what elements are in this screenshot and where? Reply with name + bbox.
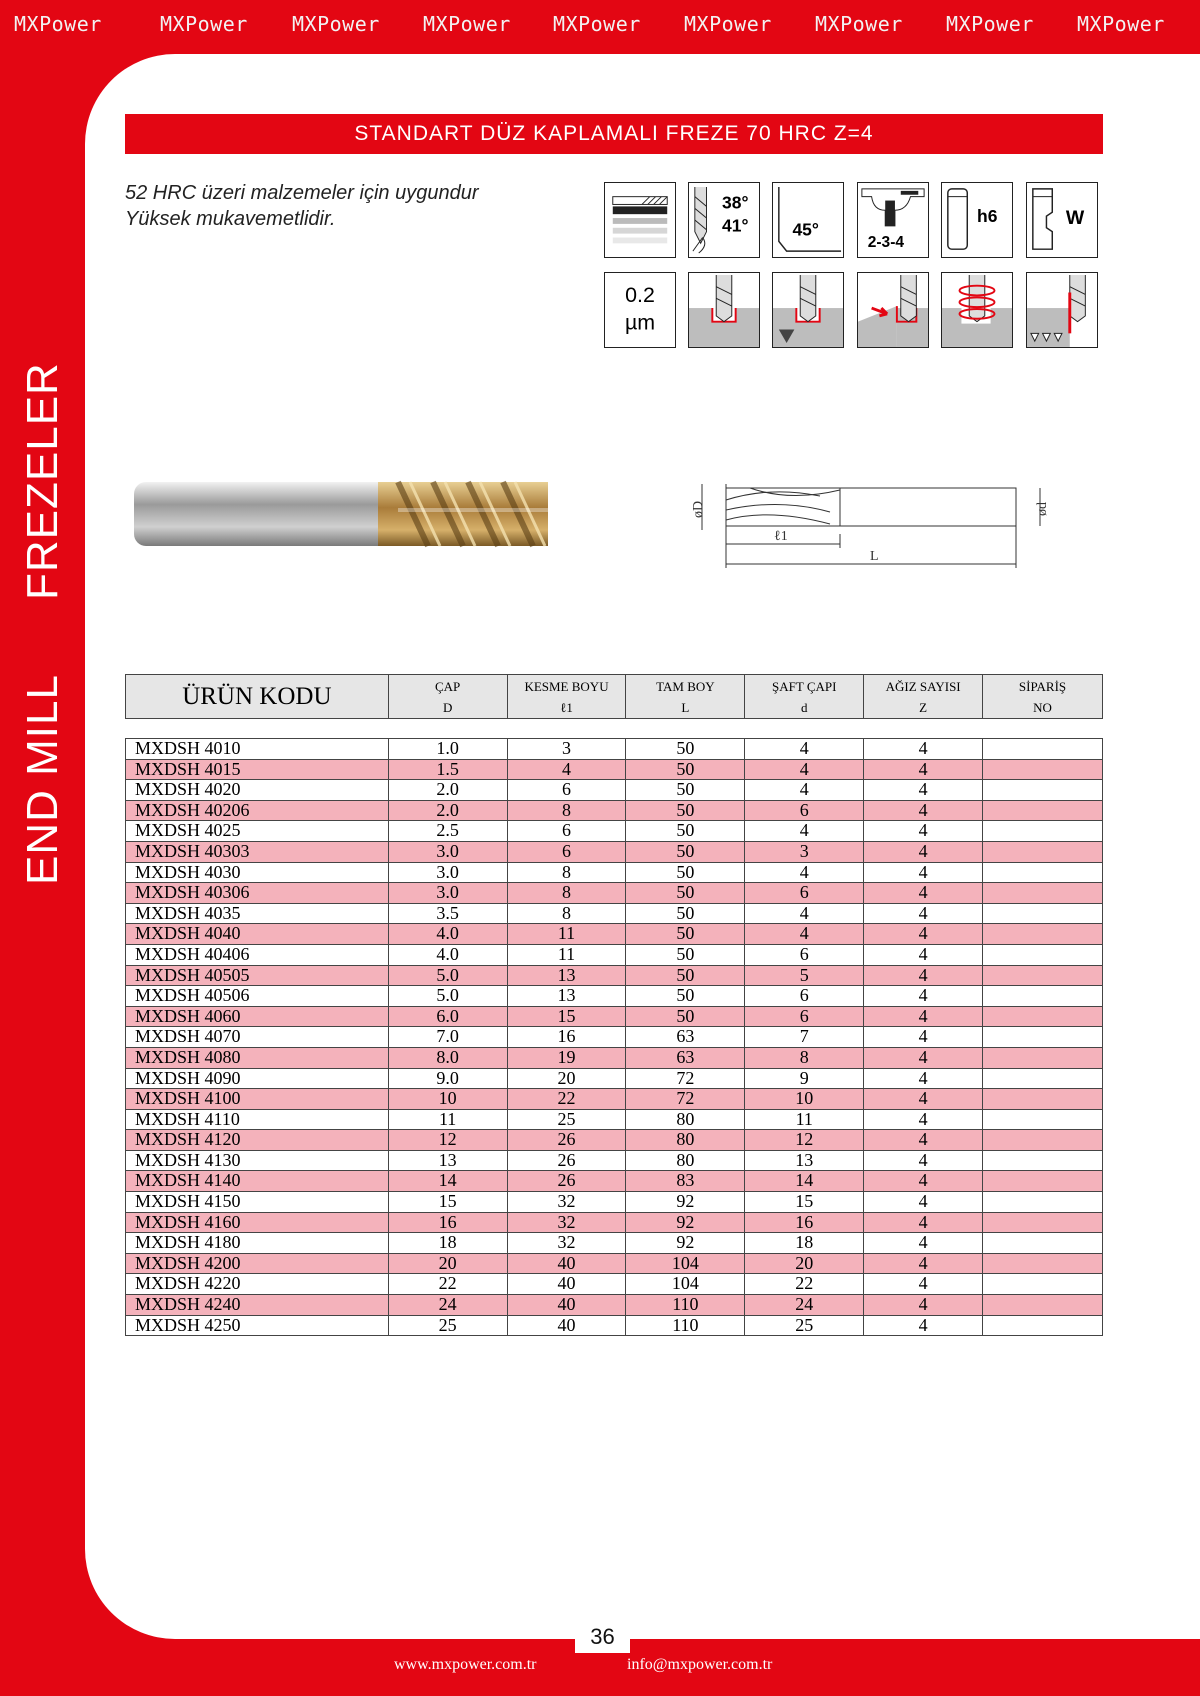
table-cell	[983, 1171, 1103, 1192]
header-diameter: ÇAP D	[388, 675, 507, 719]
table-cell: 4	[864, 903, 983, 924]
table-cell: 8	[507, 903, 626, 924]
table-cell	[983, 986, 1103, 1007]
table-cell: 40	[507, 1295, 626, 1316]
table-cell	[983, 1047, 1103, 1068]
table-cell: 110	[626, 1315, 745, 1336]
table-row	[126, 800, 1103, 821]
table-cell: 10	[745, 1089, 864, 1110]
weldon-shank-icon	[1026, 182, 1098, 258]
table-cell: 16	[507, 1027, 626, 1048]
table-cell: 18	[745, 1233, 864, 1254]
table-cell: 13	[745, 1150, 864, 1171]
table-cell: 50	[626, 841, 745, 862]
table-cell: 25	[388, 1315, 507, 1336]
table-cell: 4	[507, 759, 626, 780]
table-cell: MXDSH 4040	[126, 924, 389, 945]
banner-brand: MXPower	[553, 12, 641, 36]
table-row	[126, 924, 1103, 945]
table-cell: 32	[507, 1192, 626, 1213]
table-cell: 4	[864, 944, 983, 965]
table-cell: 50	[626, 883, 745, 904]
side-milling-icon	[1026, 272, 1098, 348]
table-cell: 6	[745, 986, 864, 1007]
page-number: 36	[575, 1619, 630, 1653]
table-cell: 5.0	[388, 965, 507, 986]
table-cell: 13	[388, 1150, 507, 1171]
table-cell: 24	[745, 1295, 864, 1316]
chamfer-milling-icon	[772, 272, 844, 348]
table-cell: 20	[745, 1253, 864, 1274]
technical-drawing	[690, 478, 1060, 588]
table-cell: 4	[745, 862, 864, 883]
table-cell	[983, 1295, 1103, 1316]
table-cell: MXDSH 4025	[126, 821, 389, 842]
helix-angle-icon	[688, 182, 760, 258]
banner-brand: MXPower	[160, 12, 248, 36]
table-cell: 4	[864, 1171, 983, 1192]
table-cell: MXDSH 4015	[126, 759, 389, 780]
table-cell: 3	[507, 739, 626, 760]
table-cell: 4	[864, 780, 983, 801]
table-cell: 14	[388, 1171, 507, 1192]
table-cell: 4	[864, 1150, 983, 1171]
banner-brand: MXPower	[423, 12, 511, 36]
table-cell: 24	[388, 1295, 507, 1316]
table-cell: 63	[626, 1047, 745, 1068]
table-cell: 11	[507, 944, 626, 965]
table-cell: 4	[864, 841, 983, 862]
table-cell: 4	[864, 800, 983, 821]
table-cell: 11	[388, 1109, 507, 1130]
table-cell: MXDSH 4030	[126, 862, 389, 883]
product-description	[125, 180, 478, 232]
table-cell: 4	[864, 739, 983, 760]
table-row	[126, 883, 1103, 904]
table-cell: 72	[626, 1089, 745, 1110]
table-cell: 4	[745, 759, 864, 780]
table-cell: 8	[507, 800, 626, 821]
table-row	[126, 759, 1103, 780]
table-cell	[983, 965, 1103, 986]
table-cell	[983, 1089, 1103, 1110]
table-cell: 8.0	[388, 1047, 507, 1068]
table-cell: 22	[507, 1089, 626, 1110]
table-cell: 9	[745, 1068, 864, 1089]
table-cell: MXDSH 4150	[126, 1192, 389, 1213]
table-cell: 50	[626, 821, 745, 842]
table-cell	[983, 944, 1103, 965]
table-cell: 4	[864, 1295, 983, 1316]
table-row	[126, 739, 1103, 760]
table-cell: MXDSH 4110	[126, 1109, 389, 1130]
table-cell: 16	[745, 1212, 864, 1233]
table-cell	[983, 1130, 1103, 1151]
table-cell: 4	[745, 903, 864, 924]
table-cell: 2.0	[388, 780, 507, 801]
table-cell: MXDSH 4240	[126, 1295, 389, 1316]
table-cell: 12	[388, 1130, 507, 1151]
table-cell: 4	[864, 1068, 983, 1089]
table-cell: MXDSH 4035	[126, 903, 389, 924]
table-cell: 4	[864, 1109, 983, 1130]
table-cell: MXDSH 4070	[126, 1027, 389, 1048]
table-cell: 1.5	[388, 759, 507, 780]
table-cell: 4	[745, 821, 864, 842]
header-flute-count: AĞIZ SAYISI Z	[864, 675, 983, 719]
table-cell: 8	[745, 1047, 864, 1068]
table-cell: 63	[626, 1027, 745, 1048]
table-cell: MXDSH 4140	[126, 1171, 389, 1192]
table-cell: MXDSH 4130	[126, 1150, 389, 1171]
table-cell: 32	[507, 1233, 626, 1254]
table-row	[126, 1253, 1103, 1274]
table-row	[126, 1068, 1103, 1089]
table-cell: 72	[626, 1068, 745, 1089]
table-cell: MXDSH 4120	[126, 1130, 389, 1151]
shank-tolerance-icon	[941, 182, 1013, 258]
table-cell: 50	[626, 1006, 745, 1027]
hardness-material-icon	[604, 182, 676, 258]
table-cell	[983, 883, 1103, 904]
table-cell: 92	[626, 1212, 745, 1233]
table-cell: 6	[745, 944, 864, 965]
surface-roughness-icon	[604, 272, 676, 348]
table-cell: 22	[388, 1274, 507, 1295]
table-cell: 14	[745, 1171, 864, 1192]
table-cell	[983, 1233, 1103, 1254]
table-cell: MXDSH 40506	[126, 986, 389, 1007]
table-cell: 10	[388, 1089, 507, 1110]
table-cell: 20	[507, 1068, 626, 1089]
table-cell: 5	[745, 965, 864, 986]
table-cell: MXDSH 4200	[126, 1253, 389, 1274]
table-cell: 50	[626, 862, 745, 883]
drawing-dia-label: øD	[691, 500, 706, 518]
chamfer-angle-icon	[772, 182, 844, 258]
header-cut-length: KESME BOYU ℓ1	[507, 675, 626, 719]
table-cell: 25	[745, 1315, 864, 1336]
table-cell: 2.5	[388, 821, 507, 842]
table-cell: 4	[864, 1006, 983, 1027]
table-cell: 4	[864, 965, 983, 986]
table-cell	[983, 1006, 1103, 1027]
table-cell	[983, 1068, 1103, 1089]
table-cell: 8	[507, 862, 626, 883]
banner-brand: MXPower	[946, 12, 1034, 36]
helix-top-text: 38°	[722, 192, 749, 213]
footer-website[interactable]: www.mxpower.com.tr	[394, 1656, 537, 1673]
table-cell: 83	[626, 1171, 745, 1192]
table-cell: MXDSH 4080	[126, 1047, 389, 1068]
table-cell: 3.0	[388, 862, 507, 883]
table-cell	[983, 841, 1103, 862]
table-cell	[983, 1212, 1103, 1233]
table-cell: 3.0	[388, 841, 507, 862]
table-cell	[983, 1109, 1103, 1130]
table-cell: 50	[626, 780, 745, 801]
roughness-value: 0.2	[625, 283, 655, 308]
table-cell: MXDSH 40406	[126, 944, 389, 965]
table-cell: MXDSH 4250	[126, 1315, 389, 1336]
table-row	[126, 1192, 1103, 1213]
table-cell: 11	[507, 924, 626, 945]
helical-milling-icon	[941, 272, 1013, 348]
table-row	[126, 965, 1103, 986]
table-cell: 7.0	[388, 1027, 507, 1048]
table-cell: 19	[507, 1047, 626, 1068]
drawing-length-label: L	[870, 549, 879, 564]
table-cell: 40	[507, 1315, 626, 1336]
table-cell	[983, 862, 1103, 883]
table-cell: 8	[507, 883, 626, 904]
table-row	[126, 1006, 1103, 1027]
header-order-no: SİPARİŞ NO	[983, 675, 1103, 719]
table-row	[126, 841, 1103, 862]
table-row	[126, 1089, 1103, 1110]
drawing-shank-label: ød	[1035, 502, 1050, 516]
table-row	[126, 1047, 1103, 1068]
table-cell: 4.0	[388, 924, 507, 945]
table-cell: 50	[626, 924, 745, 945]
table-cell: 4.0	[388, 944, 507, 965]
table-cell	[983, 1253, 1103, 1274]
banner-brand: MXPower	[815, 12, 903, 36]
table-cell: 50	[626, 800, 745, 821]
table-cell: 13	[507, 965, 626, 986]
table-cell: 4	[864, 1274, 983, 1295]
table-cell: MXDSH 4100	[126, 1089, 389, 1110]
table-cell: MXDSH 4090	[126, 1068, 389, 1089]
table-cell: 11	[745, 1109, 864, 1130]
table-cell: 6.0	[388, 1006, 507, 1027]
table-cell: 4	[864, 1047, 983, 1068]
table-cell: 4	[864, 1253, 983, 1274]
drawing-cut-label: ℓ1	[774, 529, 788, 544]
roughness-unit: µm	[624, 310, 656, 335]
table-row	[126, 1212, 1103, 1233]
table-cell: 7	[745, 1027, 864, 1048]
table-cell: 26	[507, 1171, 626, 1192]
table-cell	[983, 1150, 1103, 1171]
table-cell: 6	[745, 1006, 864, 1027]
table-cell: MXDSH 4020	[126, 780, 389, 801]
table-cell: 26	[507, 1130, 626, 1151]
table-cell: 4	[864, 862, 983, 883]
table-cell: 4	[864, 821, 983, 842]
table-cell: 50	[626, 986, 745, 1007]
table-cell: 4	[864, 1130, 983, 1151]
table-cell: 110	[626, 1295, 745, 1316]
table-cell: 6	[507, 780, 626, 801]
header-total-length: TAM BOY L	[626, 675, 745, 719]
table-cell: 6	[507, 821, 626, 842]
table-cell	[983, 800, 1103, 821]
table-row	[126, 821, 1103, 842]
table-cell: 104	[626, 1274, 745, 1295]
table-cell: 40	[507, 1253, 626, 1274]
table-cell: 9.0	[388, 1068, 507, 1089]
table-cell: 50	[626, 944, 745, 965]
chamfer-text: 45°	[792, 219, 819, 240]
table-cell: 4	[864, 759, 983, 780]
product-title: STANDART DÜZ KAPLAMALI FREZE 70 HRC Z=4	[125, 114, 1103, 154]
table-cell	[983, 1192, 1103, 1213]
table-cell	[983, 821, 1103, 842]
table-row	[126, 862, 1103, 883]
table-row	[126, 1315, 1103, 1336]
table-cell: 13	[507, 986, 626, 1007]
table-cell: MXDSH 40306	[126, 883, 389, 904]
table-cell: 26	[507, 1150, 626, 1171]
table-cell: 3.5	[388, 903, 507, 924]
banner-brand: MXPower	[684, 12, 772, 36]
flute-count-icon	[857, 182, 929, 258]
top-banner	[0, 0, 1200, 50]
table-row	[126, 986, 1103, 1007]
table-cell: 104	[626, 1253, 745, 1274]
banner-brand: MXPower	[292, 12, 380, 36]
tolerance-text: h6	[977, 205, 998, 226]
table-cell: 4	[745, 924, 864, 945]
table-cell: 80	[626, 1109, 745, 1130]
table-cell: 50	[626, 739, 745, 760]
table-cell: 6	[745, 800, 864, 821]
table-cell: 16	[388, 1212, 507, 1233]
helix-bottom-text: 41°	[722, 215, 749, 236]
table-cell: 32	[507, 1212, 626, 1233]
table-cell: MXDSH 4220	[126, 1274, 389, 1295]
table-cell: 80	[626, 1150, 745, 1171]
table-cell	[983, 780, 1103, 801]
table-row	[126, 1295, 1103, 1316]
header-shank-diameter: ŞAFT ÇAPI d	[745, 675, 864, 719]
table-cell: 4	[745, 780, 864, 801]
banner-brand: MXPower	[14, 12, 102, 36]
table-cell: 4	[864, 1027, 983, 1048]
table-cell: 4	[864, 1192, 983, 1213]
table-cell	[983, 1315, 1103, 1336]
table-row	[126, 1233, 1103, 1254]
table-cell: 4	[864, 1089, 983, 1110]
table-row	[126, 1274, 1103, 1295]
table-cell: 4	[864, 883, 983, 904]
table-cell: 4	[864, 986, 983, 1007]
table-cell: 5.0	[388, 986, 507, 1007]
table-row	[126, 1171, 1103, 1192]
end-mill-photo	[128, 478, 553, 550]
shank-type-text: W	[1065, 206, 1085, 229]
table-cell: 40	[507, 1274, 626, 1295]
table-cell: 80	[626, 1130, 745, 1151]
description-line: Yüksek mukavemetlidir.	[125, 208, 336, 230]
table-cell: MXDSH 4060	[126, 1006, 389, 1027]
table-cell	[983, 739, 1103, 760]
table-row	[126, 780, 1103, 801]
table-cell: MXDSH 40206	[126, 800, 389, 821]
table-cell: 18	[388, 1233, 507, 1254]
ramping-icon	[857, 272, 929, 348]
side-label-frezeler: FREZELER	[18, 362, 67, 600]
table-cell: 4	[864, 1212, 983, 1233]
table-cell: 3	[745, 841, 864, 862]
header-product-code: ÜRÜN KODU	[126, 675, 389, 719]
table-cell: MXDSH 4160	[126, 1212, 389, 1233]
table-row	[126, 903, 1103, 924]
description-line: 52 HRC üzeri malzemeler için uygundur	[125, 182, 479, 204]
table-cell: 3.0	[388, 883, 507, 904]
table-cell: 12	[745, 1130, 864, 1151]
table-cell: 4	[864, 1315, 983, 1336]
table-cell: 6	[745, 883, 864, 904]
side-label-end-mill: END MILL	[18, 674, 67, 885]
table-row	[126, 1130, 1103, 1151]
table-cell: 50	[626, 903, 745, 924]
table-cell: 4	[864, 1233, 983, 1254]
table-cell	[983, 924, 1103, 945]
table-cell: 6	[507, 841, 626, 862]
table-cell: 4	[745, 739, 864, 760]
table-row	[126, 1109, 1103, 1130]
table-cell	[983, 1274, 1103, 1295]
table-cell: MXDSH 4010	[126, 739, 389, 760]
table-row	[126, 1027, 1103, 1048]
table-cell: 2.0	[388, 800, 507, 821]
slot-milling-icon	[688, 272, 760, 348]
spec-table	[125, 674, 1103, 1336]
table-cell: 50	[626, 759, 745, 780]
table-cell: 50	[626, 965, 745, 986]
banner-brand: MXPower	[1077, 12, 1165, 36]
footer-email[interactable]: info@mxpower.com.tr	[627, 1656, 773, 1673]
table-cell	[983, 759, 1103, 780]
table-cell	[983, 903, 1103, 924]
table-cell: 15	[745, 1192, 864, 1213]
table-cell	[983, 1027, 1103, 1048]
table-cell: MXDSH 4180	[126, 1233, 389, 1254]
table-cell: 15	[507, 1006, 626, 1027]
table-row	[126, 1150, 1103, 1171]
table-cell: 20	[388, 1253, 507, 1274]
table-cell: 92	[626, 1233, 745, 1254]
table-cell: 1.0	[388, 739, 507, 760]
table-cell: 22	[745, 1274, 864, 1295]
table-cell: 4	[864, 924, 983, 945]
table-row	[126, 944, 1103, 965]
flute-text: 2-3-4	[867, 234, 905, 252]
table-cell: MXDSH 40303	[126, 841, 389, 862]
table-cell: 92	[626, 1192, 745, 1213]
table-cell: 25	[507, 1109, 626, 1130]
table-cell: 15	[388, 1192, 507, 1213]
table-cell: MXDSH 40505	[126, 965, 389, 986]
